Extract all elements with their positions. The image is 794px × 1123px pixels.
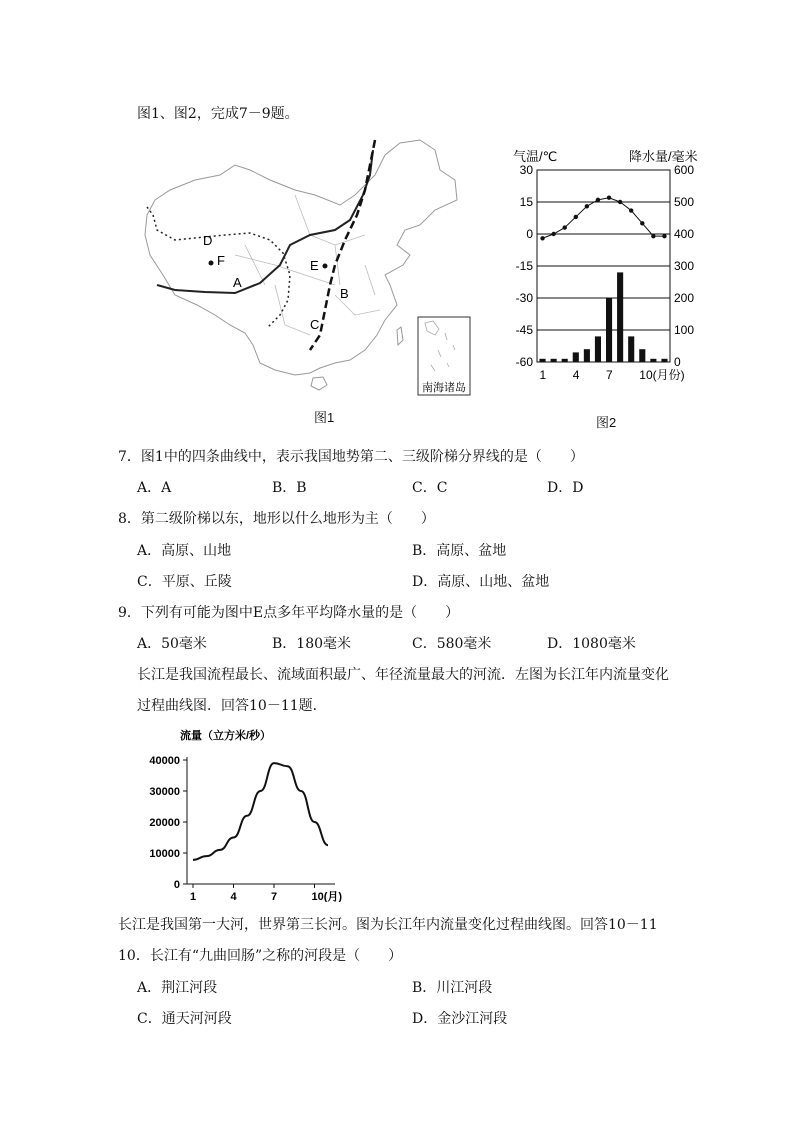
temperature-point: [563, 225, 567, 229]
left-tick-label: -45: [515, 323, 533, 337]
precip-bar: [539, 359, 545, 362]
label-d: D: [203, 233, 213, 248]
x-tick-label: 10(月): [311, 891, 343, 902]
x-tick-label: 1: [190, 891, 197, 902]
x-tick-label: 4: [572, 368, 580, 382]
precip-bar: [661, 359, 667, 362]
right-tick-label: 400: [674, 227, 695, 241]
precip-bar: [562, 359, 568, 362]
label-a: A: [233, 275, 242, 290]
y-tick-label: 30000: [149, 786, 180, 798]
left-axis-title: 气温/℃: [513, 149, 558, 164]
q10-option-d[interactable]: D．金沙江河段: [412, 1011, 508, 1027]
temperature-point: [662, 234, 666, 238]
temperature-point: [629, 208, 633, 212]
x-tick-label: 4: [230, 891, 237, 902]
passage2: 长江是我国第一大河，世界第三长河。图为长江年内流量变化过程曲线图。回答10－11: [118, 917, 658, 933]
right-tick-label: 600: [674, 163, 695, 177]
left-tick-label: -60: [515, 355, 533, 369]
figure3-title: 流量（立方米/秒）: [180, 730, 272, 742]
precip-bar: [650, 359, 656, 362]
temperature-point: [596, 198, 600, 202]
x-tick-label: 1: [539, 368, 547, 382]
right-tick-label: 200: [674, 291, 695, 305]
precip-bar: [628, 336, 634, 362]
q7-option-c[interactable]: C．C: [412, 480, 448, 496]
q8-stem: 8．第二级阶梯以东，地形以什么地形为主（ ）: [118, 511, 435, 527]
q7-option-a[interactable]: A．A: [137, 480, 172, 496]
y-tick-label: 0: [173, 879, 180, 891]
y-tick-label: 20000: [149, 817, 180, 829]
precip-bar: [551, 359, 557, 362]
precip-bar: [639, 349, 645, 362]
right-tick-label: 300: [674, 259, 695, 273]
left-tick-label: -30: [515, 291, 533, 305]
q7-option-b[interactable]: B．B: [272, 480, 307, 496]
precip-bar: [606, 298, 612, 362]
precip-bar: [573, 352, 579, 362]
q8-option-b[interactable]: B．高原、盆地: [412, 543, 507, 559]
intro-text: 图1、图2，完成7－9题。: [137, 106, 299, 122]
precip-bar: [617, 272, 623, 362]
right-tick-label: 500: [674, 195, 695, 209]
flow-curve: [193, 763, 328, 860]
q7-stem: 7．图1中的四条曲线中，表示我国地势第二、三级阶梯分界线的是（ ）: [118, 449, 584, 465]
figure3-chart: [140, 722, 360, 902]
precip-bar: [595, 336, 601, 362]
q7-option-d[interactable]: D．D: [547, 480, 584, 496]
q9-option-c[interactable]: C．580毫米: [412, 636, 492, 652]
x-tick-label: 10(月份): [639, 368, 685, 382]
curve-b: [310, 140, 375, 350]
x-tick-label: 7: [271, 891, 278, 902]
right-axis-title: 降水量/毫米: [629, 149, 698, 164]
y-tick-label: 40000: [149, 755, 180, 767]
temperature-point: [551, 232, 555, 236]
passage1-line2: 过程曲线图．回答10－11题．: [137, 698, 327, 714]
temperature-line: [543, 198, 665, 239]
q8-option-d[interactable]: D．高原、山地、盆地: [412, 574, 550, 590]
figure1-map: [135, 135, 475, 400]
passage1-line1: 长江是我国流程最长、流域面积最广、年径流量最大的河流．左图为长江年内流量变化: [137, 667, 669, 683]
right-tick-label: 0: [674, 355, 681, 369]
q9-option-b[interactable]: B．180毫米: [272, 636, 352, 652]
figure2-caption: 图2: [596, 415, 617, 430]
left-tick-label: 30: [519, 163, 533, 177]
temperature-point: [618, 200, 622, 204]
q10-option-c[interactable]: C．通天河河段: [137, 1011, 232, 1027]
temperature-point: [640, 221, 644, 225]
point-f: [209, 261, 214, 266]
right-tick-label: 100: [674, 323, 695, 337]
label-e: E: [310, 258, 319, 273]
temperature-point: [574, 215, 578, 219]
temperature-point: [607, 196, 611, 200]
temperature-point: [585, 204, 589, 208]
china-outline: [145, 140, 457, 375]
q10-stem: 10．长江有“九曲回肠”之称的河段是（ ）: [118, 948, 403, 964]
q9-stem: 9．下列有可能为图中E点多年平均降水量的是（ ）: [118, 605, 460, 621]
temperature-point: [651, 234, 655, 238]
q9-option-a[interactable]: A．50毫米: [137, 636, 207, 652]
left-tick-label: -15: [515, 259, 533, 273]
curve-a: [157, 150, 373, 293]
label-c: C: [310, 317, 320, 332]
q8-option-a[interactable]: A．高原、山地: [137, 543, 232, 559]
y-tick-label: 10000: [149, 848, 180, 860]
q8-option-c[interactable]: C．平原、丘陵: [137, 574, 232, 590]
inset-label: 南海诸岛: [422, 382, 466, 394]
label-f: F: [217, 253, 225, 268]
left-tick-label: 0: [526, 227, 533, 241]
q9-option-d[interactable]: D．1080毫米: [547, 636, 636, 652]
q10-option-b[interactable]: B．川江河段: [412, 980, 493, 996]
point-e: [323, 264, 328, 269]
q10-option-a[interactable]: A．荆江河段: [137, 980, 218, 996]
figure2-chart: [505, 145, 720, 385]
left-tick-label: 15: [519, 195, 533, 209]
figure1-caption: 图1: [314, 410, 335, 425]
label-b: B: [340, 286, 349, 301]
temperature-point: [540, 236, 544, 240]
precip-bar: [584, 349, 590, 362]
x-tick-label: 7: [606, 368, 613, 382]
